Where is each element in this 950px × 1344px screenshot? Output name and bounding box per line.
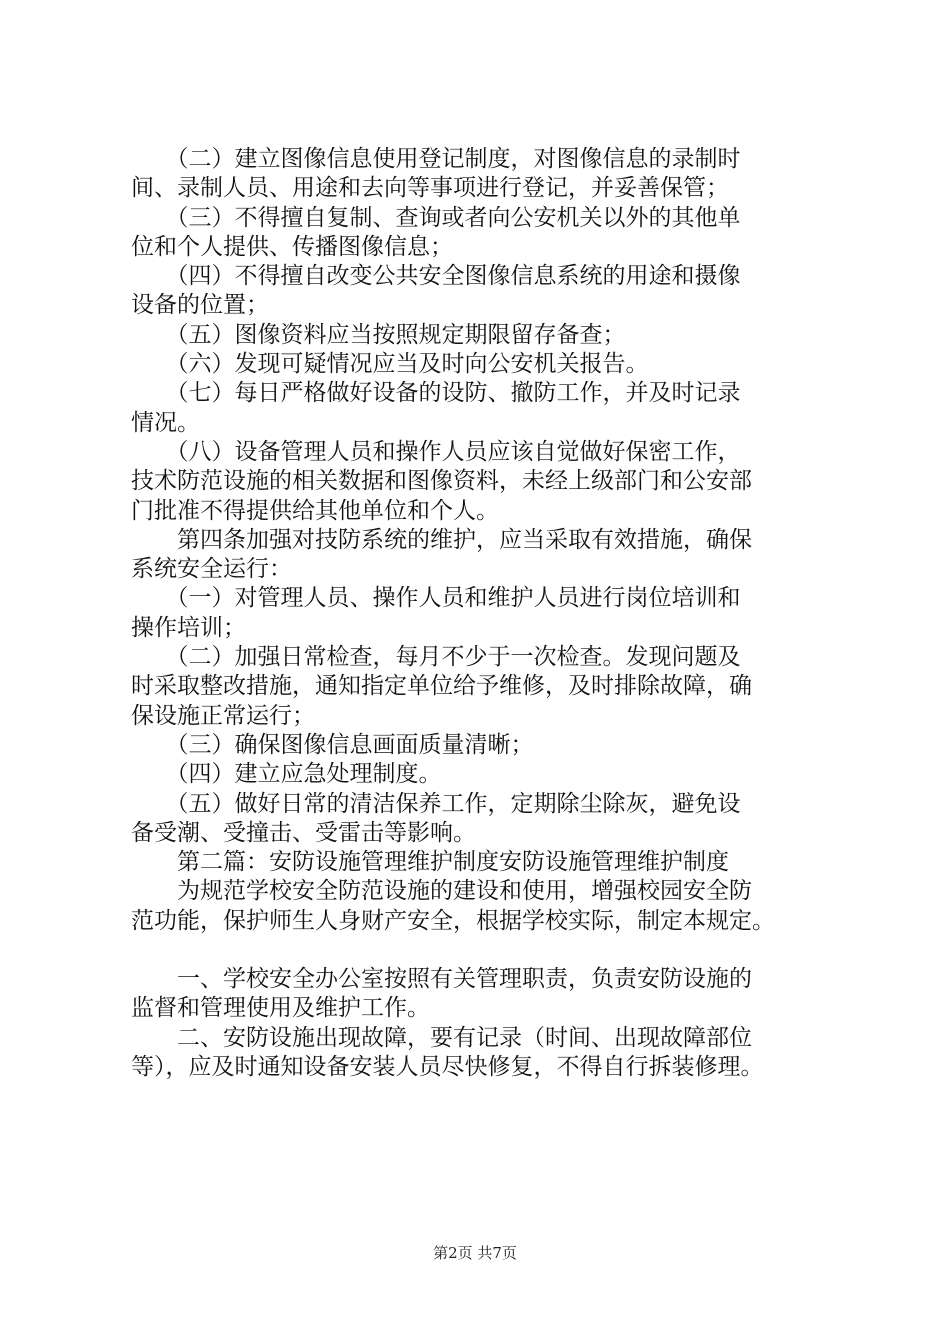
section-heading [131,848,841,877]
paragraph-item-1-b [131,584,841,643]
text-line: （一）对管理人员、操作人员和维护人员进行岗位培训和 [131,585,741,612]
text-line: （四）建立应急处理制度。 [131,761,442,788]
text-line: 位和个人提供、传播图像信息； [131,233,453,260]
text-line: 监督和管理使用及维护工作。 [131,995,430,1022]
text-line: （三）不得擅自复制、查询或者向公安机关以外的其他单 [131,204,741,231]
text-line: 备受潮、受撞击、受雷击等影响。 [131,819,476,846]
text-line: （五）图像资料应当按照规定期限留存备查； [131,321,626,348]
text-line: 第四条加强对技防系统的维护，应当采取有效措施，确保 [131,526,752,553]
text-line: 情况。 [131,409,200,436]
intro-paragraph [131,877,841,936]
page-number-footer: 第2页 共7页 [433,1244,517,1262]
paragraph-item-5 [131,321,841,350]
paragraph-item-4-b [131,760,841,789]
paragraph-item-8 [131,438,841,526]
paragraph-item-3-b [131,731,841,760]
paragraph-item-6 [131,350,841,379]
rule-2-paragraph [131,1024,841,1083]
text-line: 第二篇：安防设施管理维护制度安防设施管理维护制度 [131,849,729,876]
paragraph-item-4 [131,262,841,321]
text-line: （五）做好日常的清洁保养工作，定期除尘除灰，避免设 [131,790,741,817]
text-line: 一、学校安全办公室按照有关管理职责，负责安防设施的 [131,966,752,993]
text-line: （四）不得擅自改变公共安全图像信息系统的用途和摄像 [131,263,741,290]
text-line: （六）发现可疑情况应当及时向公安机关报告。 [131,351,649,378]
text-line: 设备的位置； [131,292,269,319]
text-line: （二）加强日常检查，每月不少于一次检查。发现问题及 [131,644,741,671]
text-line: 二、安防设施出现故障，要有记录（时间、出现故障部位 [131,1024,752,1051]
text-line: 技术防范设施的相关数据和图像资料，未经上级部门和公安部 [131,468,752,495]
text-line: 保设施正常运行； [131,702,315,729]
text-line: （八）设备管理人员和操作人员应该自觉做好保密工作， [131,438,741,465]
paragraph-item-7 [131,379,841,438]
text-line: 范功能，保护师生人身财产安全，根据学校实际，制定本规定。 [131,907,775,934]
paragraph-item-2 [131,145,841,204]
text-line: 为规范学校安全防范设施的建设和使用，增强校园安全防 [131,878,752,905]
text-line: 系统安全运行： [131,556,292,583]
text-line: 间、录制人员、用途和去向等事项进行登记，并妥善保管； [131,175,729,202]
text-line: （二）建立图像信息使用登记制度，对图像信息的录制时 [131,146,741,172]
paragraph-item-3 [131,204,841,263]
text-line: （三）确保图像信息画面质量清晰； [131,731,534,758]
text-line: 门批准不得提供给其他单位和个人。 [131,497,499,524]
text-line: 等），应及时通知设备安装人员尽快修复，不得自行拆装修理。 [131,1053,764,1080]
text-line: 时采取整改措施，通知指定单位给予维修，及时排除故障，确 [131,673,752,700]
paragraph-item-5-b [131,790,841,849]
document-body [131,145,841,1082]
rule-1-paragraph [131,965,841,1024]
paragraph-item-2-b [131,643,841,731]
text-line: 操作培训； [131,614,246,641]
article-4-paragraph [131,526,841,585]
paragraph-spacer [131,936,841,965]
text-line: （七）每日严格做好设备的设防、撤防工作，并及时记录 [131,380,741,407]
